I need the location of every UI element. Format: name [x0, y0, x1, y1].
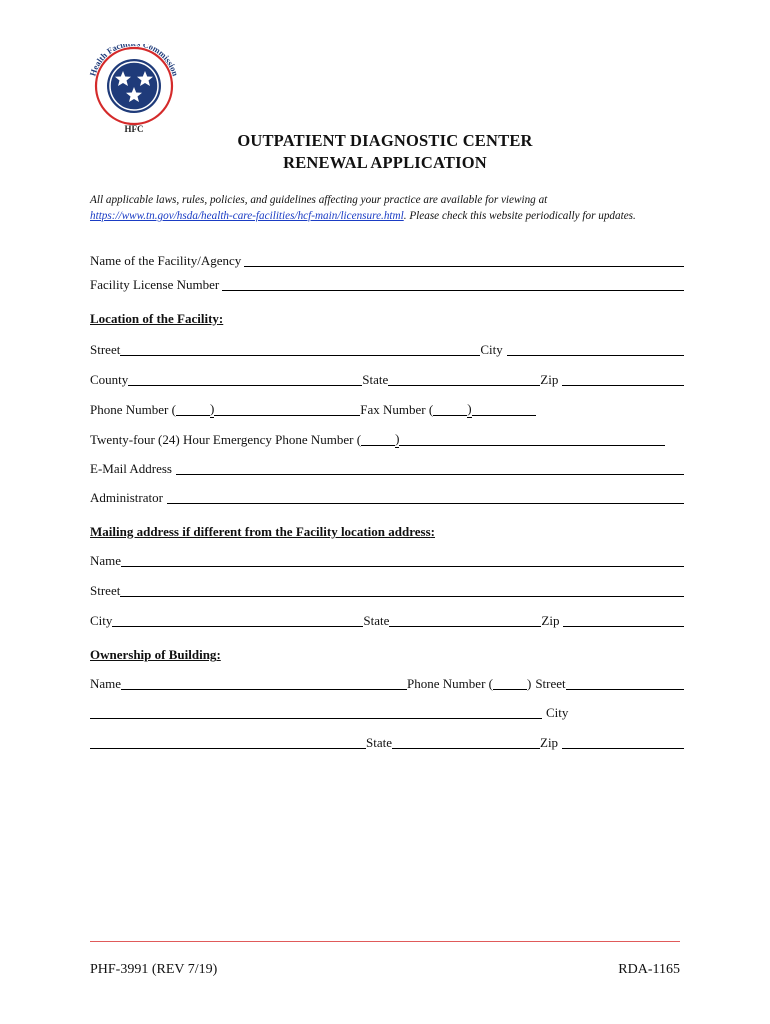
mailing-street-row [90, 583, 684, 599]
intro-text: All applicable laws, rules, policies, and guidelines affecting your practice are available for viewing at [90, 194, 548, 206]
zip-field[interactable] [562, 373, 684, 386]
emergency-phone-row [90, 432, 684, 448]
mailing-street-label: Street [90, 583, 121, 598]
phone-label: Phone Number ( [90, 402, 176, 417]
svg-text:Health Facilities Commission: Health Facil Commission [87, 44, 181, 78]
mailing-state-label: State [363, 613, 390, 628]
emergency-close-paren: ) [395, 431, 400, 446]
owner-close-paren: ) [526, 676, 532, 691]
emergency-area-code-field[interactable] [361, 433, 395, 446]
mailing-name-field[interactable] [121, 554, 684, 567]
county-label: County [90, 372, 129, 387]
mailing-street-field[interactable] [120, 584, 684, 597]
logo-caption: HFC [124, 124, 144, 134]
administrator-label: Administrator [90, 490, 163, 505]
license-number-row [90, 277, 684, 293]
owner-name-label: Name [90, 676, 122, 691]
county-field[interactable] [128, 373, 362, 386]
administrator-field[interactable] [167, 491, 684, 504]
fax-number-field[interactable] [472, 403, 536, 416]
city-label: City [480, 342, 503, 357]
ownership-state-row [90, 735, 684, 751]
intro-text-after: . Please check this website periodically for updates. [403, 210, 636, 222]
email-row [90, 461, 684, 477]
license-number-field[interactable] [222, 278, 684, 291]
email-label: E-Mail Address [90, 461, 172, 476]
mailing-name-row [90, 553, 684, 569]
licensure-link[interactable]: https://www.tn.gov/hsda/health-care-facilities/hcf-main/licensure.html [90, 210, 404, 222]
owner-phone-label: Phone Number ( [407, 676, 493, 691]
email-field[interactable] [176, 462, 684, 475]
fax-area-code-field[interactable] [433, 403, 467, 416]
tennessee-seal-icon [84, 44, 184, 134]
state-label: State [362, 372, 389, 387]
owner-street-continued-field[interactable] [90, 706, 542, 719]
street-field[interactable] [120, 343, 480, 356]
license-number-label: Facility License Number [90, 277, 220, 292]
owner-city-field[interactable] [90, 736, 366, 749]
zip-label: Zip [540, 372, 559, 387]
emergency-phone-label: Twenty-four (24) Hour Emergency Phone Number ( [90, 432, 362, 447]
mailing-zip-label: Zip [541, 613, 560, 628]
ownership-name-row [90, 676, 684, 692]
form-number: PHF-3991 (REV 7/19) [90, 962, 218, 977]
fax-close-paren: ) [467, 401, 472, 416]
fax-label: Fax Number ( [360, 402, 434, 417]
mailing-city-row [90, 613, 684, 629]
owner-zip-label: Zip [540, 735, 559, 750]
street-label: Street [90, 342, 121, 357]
mailing-zip-field[interactable] [563, 614, 684, 627]
facility-name-field[interactable] [244, 254, 684, 267]
location-phone-row [90, 402, 684, 418]
owner-zip-field[interactable] [562, 736, 684, 749]
owner-street-field[interactable] [566, 677, 684, 690]
ownership-street2-row [90, 705, 684, 721]
state-field[interactable] [388, 373, 540, 386]
hfc-logo [84, 44, 184, 134]
location-heading: Location of the Facility: [90, 311, 224, 326]
intro-paragraph [90, 192, 690, 224]
footer-divider [90, 941, 680, 942]
owner-city-label: City [546, 705, 569, 720]
phone-area-code-field[interactable] [176, 403, 210, 416]
city-field[interactable] [507, 343, 684, 356]
owner-state-label: State [366, 735, 392, 750]
mailing-name-label: Name [90, 553, 122, 568]
emergency-number-field[interactable] [399, 433, 665, 446]
mailing-state-field[interactable] [389, 614, 541, 627]
mailing-city-label: City [90, 613, 113, 628]
owner-street-label: Street [535, 676, 566, 691]
mailing-city-field[interactable] [112, 614, 363, 627]
facility-name-row [90, 253, 684, 269]
facility-name-label: Name of the Facility/Agency [90, 253, 242, 268]
location-county-row [90, 372, 684, 388]
owner-area-code-field[interactable] [493, 677, 527, 690]
ownership-heading: Ownership of Building: [90, 647, 221, 662]
owner-state-field[interactable] [392, 736, 540, 749]
owner-name-field[interactable] [121, 677, 407, 690]
mailing-heading: Mailing address if different from the Facility location address: [90, 524, 435, 539]
form-title-line1: OUTPATIENT DIAGNOSTIC CENTER [237, 131, 533, 150]
location-street-row [90, 342, 684, 358]
form-title-line2: RENEWAL APPLICATION [283, 153, 487, 172]
phone-close-paren: ) [209, 401, 215, 416]
phone-number-field[interactable] [214, 403, 360, 416]
administrator-row [90, 490, 684, 506]
rda-number: RDA-1165 [618, 962, 680, 977]
